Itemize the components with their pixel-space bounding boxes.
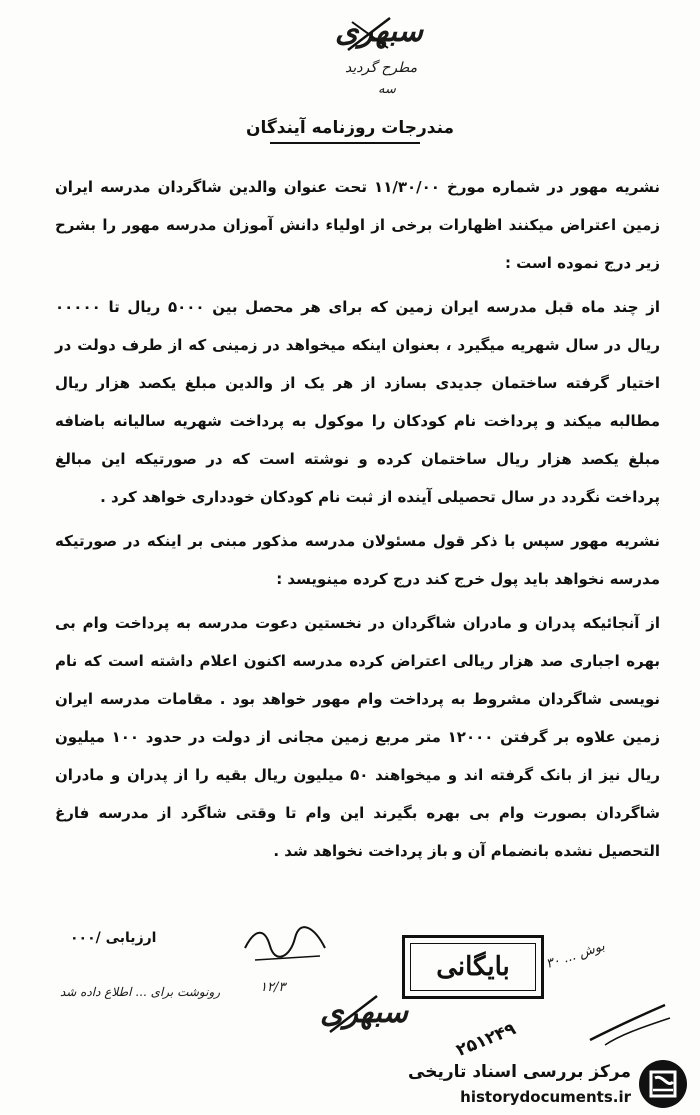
- body-paragraph-4: از آنجائیکه پدران و مادران شاگردان در نخستین دعوت مدرسه به پرداخت وام بی بهره اجباری صد هزار ریالی اعتراض کرده مدرسه اکنون اعلام داشته است که نام نویسی شاگردان مشروط به پرداخت وام مهور خواهد بود . مقامات مدرسه ایران زمین علاوه بر گرفتن ۱۲۰۰۰ متر مربع زمین مجانی از دولت در حدود ۱۰۰ میلیون ریال نیز از بانک گرفته اند و میخواهند ۵۰ میلیون ریال بقیه را از پدران و مادران شاگردان بصورت وام بی بهره بگیرند این وام تا وقتی شاگرد از مدرسه فارغ التحصیل نشده بانضمام آن و باز پرداخت نخواهد شد .: [55, 614, 660, 860]
- header-seal-text: سبهری: [335, 14, 424, 49]
- right-note: بوش ... ۳۰: [544, 938, 607, 973]
- archive-logo-icon: [637, 1058, 689, 1110]
- footer-rating: ارزیابی /۰۰۰: [70, 930, 157, 946]
- watermark-site-name: مرکز بررسی اسناد تاریخی: [408, 1062, 631, 1082]
- middle-signature: [235, 918, 335, 978]
- archive-stamp: بایگانی: [402, 935, 544, 999]
- header-strike-mark: [330, 10, 410, 60]
- page-title: مندرجات روزنامه آیندگان: [245, 118, 455, 138]
- document-body: [55, 168, 660, 870]
- number-stamp: ۲۵۱۲۴۹: [453, 1019, 519, 1061]
- site-watermark: [410, 1058, 695, 1113]
- footer-copy-note: رونوشت برای ... اطلاع داده شد: [60, 985, 221, 999]
- body-paragraph-3: نشریه مهور سپس با ذکر قول مسئولان مدرسه مذکور مبنی بر اینکه در صورتیکه مدرسه نخواهد باید پول خرج کند درج کرده مینویسد :: [55, 532, 660, 588]
- bottom-strike-mark: [315, 990, 395, 1040]
- body-paragraph-2: از چند ماه قبل مدرسه ایران زمین که برای هر محصل بین ۵۰۰۰ ریال تا ۰۰۰۰۰ ریال در سال شهریه میگیرد ، بعنوان اینکه میخواهد در زمینی که از طرف دولت در اختیار گرفته ساختمان جدیدی بسازد از هر یک از والدین مبلغ یکصد هزار ریال مطالبه میکند و پرداخت نام کودکان را موکول به پرداخت شهریه سالیانه باضافه مبلغ یکصد هزار ریال ساختمان کرده و نوشته است که در صورتیکه این مبالغ پرداخت نگردد در سال تحصیلی آینده از ثبت نام کودکان خودداری خواهد کرد .: [55, 298, 660, 506]
- bottom-seal-text: سبهری: [320, 995, 409, 1030]
- body-paragraph-1: نشریه مهور در شماره مورخ ۱۱/۳۰/۰۰ تحت عنوان والدین شاگردان مدرسه ایران زمین اعتراض میکنند اظهارات برخی از اولیاء دانش آموزان مدرسه مهور را بشرح زیر درج نموده است :: [55, 178, 660, 272]
- signature-date: ۱۲/۳: [260, 980, 286, 995]
- watermark-url: historydocuments.ir: [460, 1088, 631, 1106]
- title-underline: [270, 142, 420, 144]
- corner-scribble: [585, 1000, 675, 1050]
- archive-stamp-inner-border: [410, 943, 536, 991]
- header-note-line2: سه: [378, 82, 396, 97]
- header-note-line1: مطرح گردید: [345, 60, 418, 76]
